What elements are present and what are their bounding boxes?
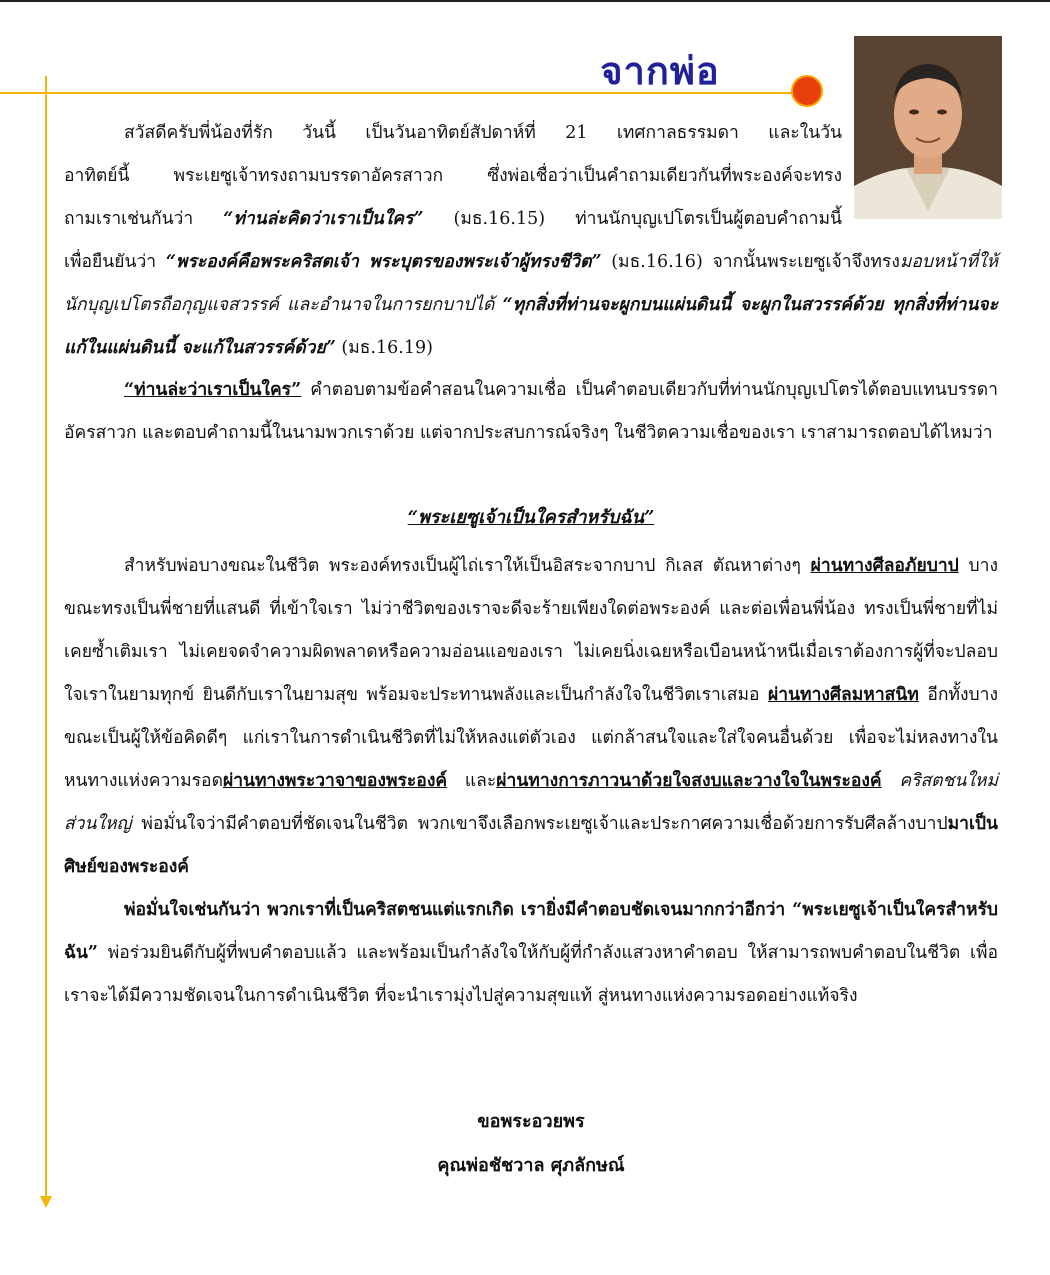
closing-blessing: ขอพระอวยพร	[477, 1111, 585, 1132]
text-run: พ่อร่วมยินดีกับผู้ที่พบคำตอบแล้ว และพร้อมเป็นกำลังใจให้กับผู้ที่กำลังแสวงหาคำตอบ ให้สามารถพบคำตอบในชีวิต เพื่อเราจะได้มีความชัดเจนในการดำเนินชีวิต ที่จะนำเรามุ่งไปสู่ความสุขแท้ สู่หนทางแห่งความรอดอย่างแท้จริง	[64, 943, 998, 1006]
paragraph-1-rest	[64, 241, 998, 370]
text-run: พ่อมั่นใจว่ามีคำตอบที่ชัดเจนในชีวิต พวกเขาจึงเลือกพระเยซูเจ้าและประกาศความเชื่อด้วยการรับศีลล้างบาป	[131, 814, 948, 834]
quote-peter-answer: “พระองค์คือพระคริสตเจ้า พระบุตรของพระเจ้าผู้ทรงชีวิต”	[165, 252, 602, 272]
paragraph-1-line-2: อาทิตย์นี้ พระเยซูเจ้าทรงถามบรรดาอัครสาวก ซึ่งพ่อเชื่อว่าเป็นคำถามเดียวกันที่พระองค์จะทรง	[64, 166, 842, 186]
text-run: มาเป็นศิษย์ของพระองค์	[64, 814, 998, 877]
text-run: คริสตชนใหม่ส่วนใหญ่	[64, 771, 998, 834]
text-run: ถามเราเช่นกันว่า	[64, 209, 224, 229]
text-run: สำหรับพ่อบางขณะในชีวิต พระองค์ทรงเป็นผู้ไถ่เราให้เป็นอิสระจากบาป กิเลส ตัณหาต่างๆ	[124, 556, 811, 576]
frame-line-vertical	[45, 76, 47, 1198]
paragraph-4	[64, 889, 998, 1018]
section-heading: “พระเยซูเจ้าเป็นใครสำหรับฉัน”	[407, 507, 655, 528]
link-confession: ผ่านทางศีลอภัยบาป	[810, 556, 959, 576]
arrow-down-icon	[40, 1196, 52, 1208]
top-rule	[0, 0, 1050, 2]
paragraph-1	[64, 112, 998, 370]
text-run: (มธ.16.16) จากนั้นพระเยซูเจ้าจึงทรง	[601, 252, 900, 272]
closing-signature: คุณพ่อชัชวาล ศุภลักษณ์	[437, 1155, 625, 1176]
paragraph-2	[64, 369, 998, 455]
link-eucharist: ผ่านทางศีลมหาสนิท	[767, 685, 919, 705]
text-run: พ่อมั่นใจเช่นกันว่า พวกเราที่เป็นคริสตชนแต่แรกเกิด เรายิ่งมีคำตอบชัดเจนมากกว่าอีกว่า “พระเยซูเจ้าเป็นใครสำหรับฉัน”	[64, 900, 998, 963]
text-run: คำตอบตามข้อคำสอนในความเชื่อ เป็นคำตอบเดียวกับที่ท่านนักบุญเปโตรได้ตอบแทนบรรดาอัครสาวก และตอบคำถามนี้ในนามพวกเราด้วย แต่จากประสบการณ์จริงๆ ในชีวิตความเชื่อของเรา เราสามารถตอบได้ไหมว่า	[64, 380, 998, 443]
text-run: บางขณะทรงเป็นพี่ชายที่แสนดี ที่เข้าใจเรา ไม่ว่าชีวิตของเราจะดีจะร้ายเพียงใดต่อพระองค์ และต่อเพื่อนพี่น้อง ทรงเป็นพี่ชายที่ไม่เคยซ้ำเติมเรา ไม่เคยจดจำความผิดพลาดหรือความอ่อนแอของเรา ไม่เคยนิ่งเฉยหรือเบือนหน้าหนีเมื่อเราต้องการผู้ที่จะปลอบใจเราในยามทุกข์ ยินดีกับเราในยามสุข พร้อมจะประทานพลังและเป็นกำลังใจในชีวิตเราเสมอ	[64, 556, 999, 705]
link-word: ผ่านทางพระวาจาของพระองค์	[222, 771, 448, 791]
link-prayer: ผ่านทางการภาวนาด้วยใจสงบและวางใจในพระองค์	[496, 771, 882, 791]
quote-who-am-i: “ท่านล่ะคิดว่าเราเป็นใคร”	[223, 209, 424, 229]
quote-bind-loose: “ทุกสิ่งที่ท่านจะผูกบนแผ่นดินนี้ จะผูกในสวรรค์ด้วย ทุกสิ่งที่ท่านจะแก้ในแผ่นดินนี้ จะแก้ในสวรรค์ด้วย”	[64, 295, 998, 358]
text-run: มอบหน้าที่ให้นักบุญเปโตรถือกุญแจสวรรค์ และอำนาจในการยกบาปได้	[64, 252, 998, 315]
text-run	[882, 771, 900, 791]
page-title: จากพ่อ	[600, 49, 720, 93]
text-run: อีกทั้งบางขณะเป็นผู้ให้ข้อคิดดีๆ แก่เราในการดำเนินชีวิตที่ไม่ให้หลงแต่ตัวเอง แต่กล้าสนใจและใส่ใจคนอื่นด้วย เพื่อจะไม่หลงทางในหนทางแห่งความรอด	[64, 685, 998, 791]
paragraph-1-line-1: สวัสดีครับพี่น้องที่รัก วันนี้ เป็นวันอาทิตย์สัปดาห์ที่ 21 เทศกาลธรรมดา และในวัน	[124, 123, 842, 143]
text-run: (มธ.16.19)	[335, 338, 433, 358]
quote-who-do-you-say: “ท่านล่ะว่าเราเป็นใคร”	[124, 380, 302, 400]
text-run: เพื่อยืนยันว่า	[64, 252, 166, 272]
text-run: และ	[447, 771, 497, 791]
text-run: (มธ.16.15) ท่านนักบุญเปโตรเป็นผู้ตอบคำถามนี้	[423, 209, 842, 229]
paragraph-1-line-3	[64, 198, 842, 241]
orange-dot-icon	[791, 75, 823, 107]
paragraph-3	[64, 545, 998, 889]
